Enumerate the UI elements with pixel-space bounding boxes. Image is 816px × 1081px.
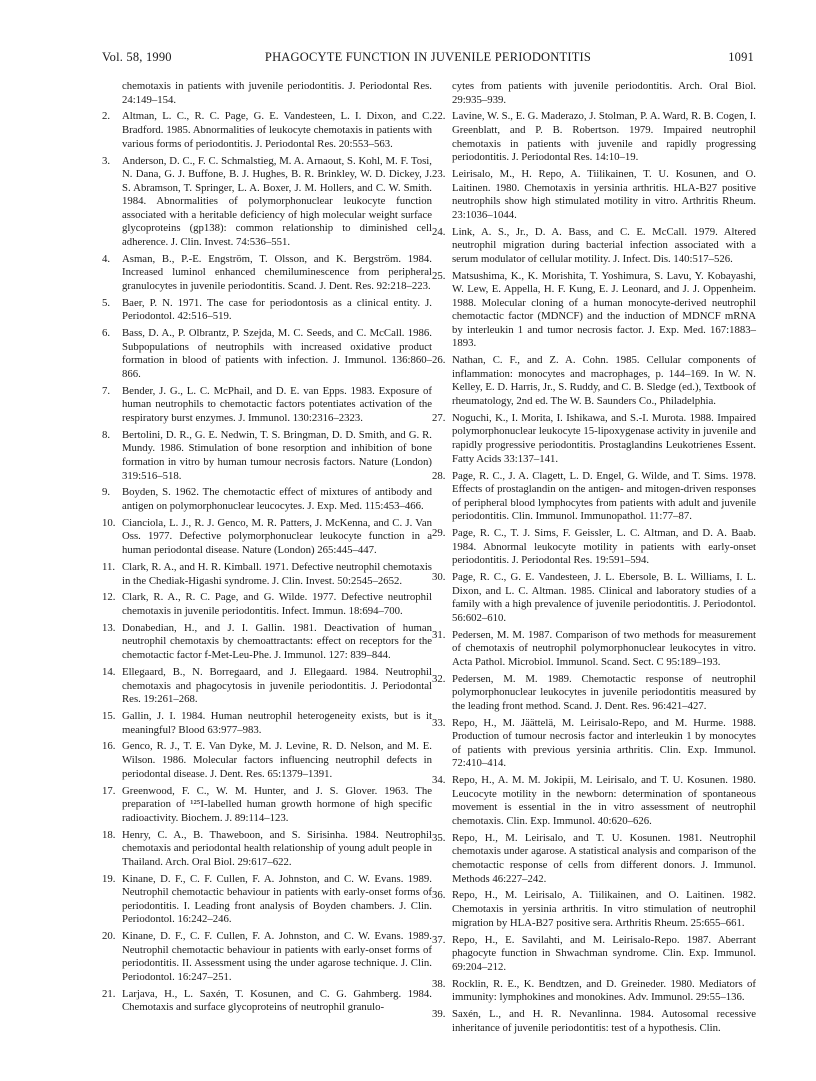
page-number: 1091: [728, 50, 754, 64]
reference-text: Clark, R. A., R. C. Page, and G. Wilde. 1977. Defective neutrophil chemotaxis in juvenile periodontitis. Infect. Immun. 18:694–700.: [122, 591, 432, 617]
reference-entry: [102, 988, 432, 1015]
reference-entry: [432, 673, 756, 714]
reference-number: 12.: [102, 591, 116, 604]
reference-number: 22.: [432, 110, 446, 123]
reference-entry: [432, 470, 756, 524]
reference-number: 2.: [102, 110, 111, 123]
reference-number: 6.: [102, 327, 111, 340]
reference-text: Page, R. C., J. A. Clagett, L. D. Engel, G. Wilde, and T. Sims. 1978. Effects of prostaglandin on the antigen- and mitogen-driven responses of peripheral blood lymphocytes from patients with adult and juvenile periodontitis. Clin. Immunol. Immunopathol. 11:77–87.: [452, 469, 756, 523]
reference-entry: [102, 253, 432, 294]
reference-number: 17.: [102, 784, 116, 797]
reference-number: 32.: [432, 672, 446, 685]
reference-number: 36.: [432, 889, 446, 902]
reference-number: 34.: [432, 774, 446, 787]
reference-text: Leirisalo, M., H. Repo, A. Tiilikainen, T. U. Kosunen, and O. Laitinen. 1980. Chemotaxis in yersinia arthritis. HLA-B27 positive neutrophils show high stimulated motility in vitro. Arthritis Rheum. 23:1036–1044.: [452, 168, 756, 221]
running-title: PHAGOCYTE FUNCTION IN JUVENILE PERIODONTITIS: [264, 50, 592, 64]
reference-text: Repo, H., A. M. M. Jokipii, M. Leirisalo, and T. U. Kosunen. 1980. Leucocyte motility in the newborn: determination of spontaneous movement is essential in the in vitro assessment of neutrophil chemotaxis. Clin. Exp. Immunol. 40:620–626.: [452, 774, 756, 827]
reference-text: Page, R. C., G. E. Vandesteen, J. L. Ebersole, B. L. Williams, I. L. Dixon, and L. C. Altman. 1985. Clinical and laboratory studies of a family with a high prevalence of juvenile periodontitis. J. Periodontol. 56:602–610.: [452, 571, 756, 624]
reference-text: Clark, R. A., and H. R. Kimball. 1971. Defective neutrophil chemotaxis in the Chediak-Higashi syndrome. J. Clin. Invest. 50:2545–2652.: [122, 560, 432, 587]
reference-entry: [102, 622, 432, 663]
reference-number: 20.: [102, 930, 116, 943]
reference-entry: [432, 1008, 756, 1035]
reference-number: 29.: [432, 527, 446, 540]
reference-entry: [432, 354, 756, 408]
reference-text: Lavine, W. S., E. G. Maderazo, J. Stolman, P. A. Ward, R. B. Cogen, I. Greenblatt, and P. B. Robertson. 1979. Impaired neutrophil chemotaxis in patients with juvenile and rapidly progressing periodontitis. J. Periodontal Res. 14:10–19.: [452, 110, 756, 164]
reference-text: Gallin, J. I. 1984. Human neutrophil heterogeneity exists, but is it meaningful? Blood 63:977–983.: [122, 709, 432, 736]
reference-text: Kinane, D. F., C. F. Cullen, F. A. Johnston, and C. W. Evans. 1989. Neutrophil chemotactic behaviour in patients with early-onset forms of periodontitis. I. Leading front analysis of Boyden chambers. J. Clin. Periodontol. 16:242–246.: [122, 872, 432, 926]
reference-number: 23.: [432, 168, 446, 181]
reference-entry: [102, 110, 432, 151]
reference-entry: [432, 168, 756, 222]
reference-text: Repo, H., M. Leirisalo, A. Tiilikainen, and O. Laitinen. 1982. Chemotaxis in yersinia arthritis. In vitro stimulation of neutrophil migration by HLA-B27 positive sera. Arthritis Rheum. 25:655–661.: [452, 889, 756, 929]
reference-entry: [102, 591, 432, 618]
reference-number: 9.: [102, 486, 111, 499]
reference-text: Larjava, H., L. Saxén, T. Kosunen, and C. G. Gahmberg. 1984. Chemotaxis and surface glycoproteins of neutrophil granulo-: [122, 987, 432, 1014]
reference-entry: [102, 517, 432, 558]
reference-continuation: cytes from patients with juvenile periodontitis. Arch. Oral Biol. 29:935–939.: [452, 80, 756, 106]
reference-number: 4.: [102, 252, 111, 265]
reference-number: 38.: [432, 977, 446, 990]
reference-text: Repo, H., M. Jäättelä, M. Leirisalo-Repo, and M. Hurme. 1988. Production of tumour necrosis factor and interleukin 1 by monocytes of patients with previous yersinia arthritis. Clin. Exp. Immunol. 72:410–414.: [452, 716, 756, 770]
reference-number: 25.: [432, 269, 446, 282]
reference-text: Cianciola, L. J., R. J. Genco, M. R. Patters, J. McKenna, and C. J. Van Oss. 1977. Defective polymorphonuclear leukocyte function in a human periodontal disease. Nature (London) 265:445–447.: [122, 516, 432, 557]
reference-entry: [102, 561, 432, 588]
right-column-references: [432, 80, 756, 1039]
reference-entry: [102, 785, 432, 826]
reference-text: Rocklin, R. E., K. Bendtzen, and D. Greineder. 1980. Mediators of immunity: lymphokines and monokines. Adv. Immunol. 29:55–136.: [452, 977, 756, 1004]
reference-entry: [432, 717, 756, 771]
reference-entry: [432, 629, 756, 670]
reference-text: Baer, P. N. 1971. The case for periodontosis as a clinical entity. J. Periodontol. 42:516–519.: [122, 296, 432, 323]
reference-entry: [102, 666, 432, 707]
reference-text: Henry, C. A., B. Thaweboon, and S. Sirisinha. 1984. Neutrophil chemotaxis and periodontal health relationship of young adult people in Thailand. Arch. Oral Biol. 29:617–622.: [122, 828, 432, 868]
reference-number: 24.: [432, 225, 446, 238]
reference-number: 16.: [102, 740, 116, 753]
reference-number: 10.: [102, 516, 116, 529]
reference-number: 3.: [102, 154, 111, 167]
reference-text: Asman, B., P.-E. Engström, T. Olsson, and K. Bergström. 1984. Increased luminol enhanced chemiluminescence from peripheral granulocytes in juvenile periodontitis. Scand. J. Dent. Res. 92:218–223.: [122, 252, 432, 292]
reference-number: 11.: [102, 560, 116, 573]
reference-number: 35.: [432, 831, 446, 844]
reference-entry: [102, 873, 432, 927]
reference-entry: [432, 270, 756, 351]
left-column-references: [102, 80, 432, 1018]
volume-label: Vol. 58, 1990: [102, 50, 172, 64]
reference-entry: [102, 155, 432, 250]
reference-text: Noguchi, K., I. Morita, I. Ishikawa, and S.-I. Murota. 1988. Impaired polymorphonuclear leukocyte 15-lipoxygenase activity in juvenile and rapidly progressive periodontitis. Prostaglandins Leukotrienes Essent. Fatty Acids 33:137–141.: [452, 411, 756, 465]
reference-text: Repo, H., M. Leirisalo, and T. U. Kosunen. 1981. Neutrophil chemotaxis under agarose. A statistical analysis and comparison of the chemotactic response of cells from different donors. J. Immunol. Methods 46:227–242.: [452, 831, 756, 885]
reference-number: 21.: [102, 987, 116, 1000]
reference-text: Kinane, D. F., C. F. Cullen, F. A. Johnston, and C. W. Evans. 1989. Neutrophil chemotactic behaviour in patients with early-onset forms of periodontitis. II. Assessment using the under agarose technique. J. Clin. Periodontol. 16:247–251.: [122, 930, 432, 983]
reference-text: Genco, R. J., T. E. Van Dyke, M. J. Levine, R. D. Nelson, and M. E. Wilson. 1986. Molecular factors influencing neutrophil defects in periodontal disease. J. Dent. Res. 65:1379–1391.: [122, 740, 432, 780]
reference-entry: [432, 832, 756, 886]
reference-entry: [432, 978, 756, 1005]
reference-text: Bass, D. A., P. Olbrantz, P. Szejda, M. C. Seeds, and C. McCall. 1986. Subpopulations of neutrophils with increased oxidative product formation in blood of patients with infection. J. Immunol. 136:860–866.: [122, 327, 432, 380]
reference-text: Page, R. C., T. J. Sims, F. Geissler, L. C. Altman, and D. A. Baab. 1984. Abnormal leukocyte motility in patients with early-onset periodontitis. J. Periodontal Res. 19:591–594.: [452, 527, 756, 567]
running-header: [102, 50, 754, 68]
reference-entry: [102, 740, 432, 781]
reference-entry: [102, 486, 432, 513]
reference-number: 5.: [102, 296, 111, 309]
reference-entry: [102, 327, 432, 381]
reference-entry: [432, 774, 756, 828]
reference-entry: [432, 571, 756, 625]
reference-number: 33.: [432, 716, 446, 729]
reference-number: 39.: [432, 1008, 446, 1021]
reference-continuation: chemotaxis in patients with juvenile periodontitis. J. Periodontal Res. 24:149–154.: [122, 80, 432, 106]
reference-entry: [432, 412, 756, 466]
reference-number: 27.: [432, 411, 446, 424]
reference-text: Greenwood, F. C., W. M. Hunter, and J. S. Glover. 1963. The preparation of ¹²⁵I-labelled human growth hormone of high specific radioactivity. Biochem. J. 89:114–123.: [122, 784, 432, 824]
reference-text: Pedersen, M. M. 1987. Comparison of two methods for measurement of chemotaxis of neutrophil polymorphonuclear leukocytes in vitro. Acta Pathol. Microbiol. Immunol. Scand. Sect. C 95:189–193.: [452, 628, 756, 668]
reference-text: Pedersen, M. M. 1989. Chemotactic response of neutrophil polymorphonuclear leukocytes in juvenile periodontitis measured by the leading front method. Scand. J. Dent. Res. 96:421–427.: [452, 672, 756, 712]
reference-text: Bender, J. G., L. C. McPhail, and D. E. van Epps. 1983. Exposure of human neutrophils to chemotactic factors potentiates activation of the respiratory burst enzymes. J. Immunol. 130:2316–2323.: [122, 384, 432, 424]
reference-entry: [432, 934, 756, 975]
reference-number: 14.: [102, 665, 116, 678]
reference-number: 7.: [102, 384, 111, 397]
reference-number: 19.: [102, 872, 116, 885]
reference-text: Bertolini, D. R., G. E. Nedwin, T. S. Bringman, D. D. Smith, and G. R. Mundy. 1986. Stimulation of bone resorption and inhibition of bone formation in vitro by human tumour necrosis factors. Nature (London) 319:516–518.: [122, 428, 432, 482]
reference-entry: [102, 297, 432, 324]
reference-text: Altman, L. C., R. C. Page, G. E. Vandesteen, L. I. Dixon, and C. Bradford. 1985. Abnormalities of leukocyte chemotaxis in patients with various forms of periodontitis. J. Periodontal Res. 20:553–563.: [122, 110, 432, 150]
reference-text: Repo, H., E. Savilahti, and M. Leirisalo-Repo. 1987. Aberrant phagocyte function in Shwachman syndrome. Clin. Exp. Immunol. 69:204–212.: [452, 933, 756, 973]
reference-number: 13.: [102, 621, 116, 634]
reference-entry: [432, 889, 756, 930]
reference-entry: [102, 710, 432, 737]
reference-entry: [102, 829, 432, 870]
reference-entry: [102, 429, 432, 483]
reference-text: Anderson, D. C., F. C. Schmalstieg, M. A. Arnaout, S. Kohl, M. F. Tosi, N. Dana, G. J. Buffone, B. J. Hughes, B. R. Brinkley, W. D. Dickey, J. S. Abramson, T. Springer, L. A. Boxer, J. M. Hollers, and C. W. Smith. 1984. Abnormalities of polymorphonuclear leukocyte function associated with a heritable deficiency of high molecular weight surface glycoproteins (gp138): common relationship to diminished cell adherence. J. Clin. Invest. 74:536–551.: [122, 154, 432, 248]
reference-entry: [432, 226, 756, 267]
reference-entry: [102, 930, 432, 984]
reference-text: Saxén, L., and H. R. Nevanlinna. 1984. Autosomal recessive inheritance of juvenile periodontitis: test of a hypothesis. Clin.: [452, 1008, 756, 1034]
reference-text: Donabedian, H., and J. I. Gallin. 1981. Deactivation of human neutrophil chemotaxis by chemoattractants: effect on receptors for the chemotactic factor f-Met-Leu-Phe. J. Immunol. 127: 839–844.: [122, 621, 432, 662]
reference-text: Link, A. S., Jr., D. A. Bass, and C. E. McCall. 1979. Altered neutrophil migration during bacterial infection associated with a serum modulator of cellular motility. J. Infect. Dis. 140:517–526.: [452, 225, 756, 265]
reference-number: 8.: [102, 428, 111, 441]
reference-number: 18.: [102, 828, 116, 841]
reference-number: 15.: [102, 709, 116, 722]
reference-number: 26.: [432, 354, 446, 367]
reference-entry: [432, 527, 756, 568]
reference-number: 31.: [432, 628, 446, 641]
reference-text: Ellegaard, B., N. Borregaard, and J. Ellegaard. 1984. Neutrophil chemotaxis and phagocytosis in juvenile periodontitis. J. Periodontal Res. 19:261–268.: [122, 665, 432, 706]
reference-number: 30.: [432, 571, 446, 584]
reference-number: 28.: [432, 469, 446, 482]
reference-entry: [432, 110, 756, 164]
reference-number: 37.: [432, 933, 446, 946]
reference-text: Matsushima, K., K. Morishita, T. Yoshimura, S. Lavu, Y. Kobayashi, W. Lew, E. Appella, H. F. Kung, E. J. Leonard, and J. J. Oppenheim. 1988. Molecular cloning of a human monocyte-derived neutrophil chemotactic factor (MDNCF) and the induction of MDNCF mRNA by interleukin 1 and tumor necrosis factor. J. Exp. Med. 167:1883–1893.: [452, 269, 756, 350]
reference-text: Nathan, C. F., and Z. A. Cohn. 1985. Cellular components of inflammation: monocytes and macrophages, p. 144–169. In W. N. Kelley, E. D. Harris, Jr., S. Ruddy, and C. B. Sledge (ed.), Textbook of rheumatology, 2nd ed. The W. B. Saunders Co., Philadelphia.: [452, 354, 756, 407]
reference-entry: [102, 385, 432, 426]
reference-text: Boyden, S. 1962. The chemotactic effect of mixtures of antibody and antigen on polymorphonuclear leucocytes. J. Exp. Med. 115:453–466.: [122, 486, 432, 512]
